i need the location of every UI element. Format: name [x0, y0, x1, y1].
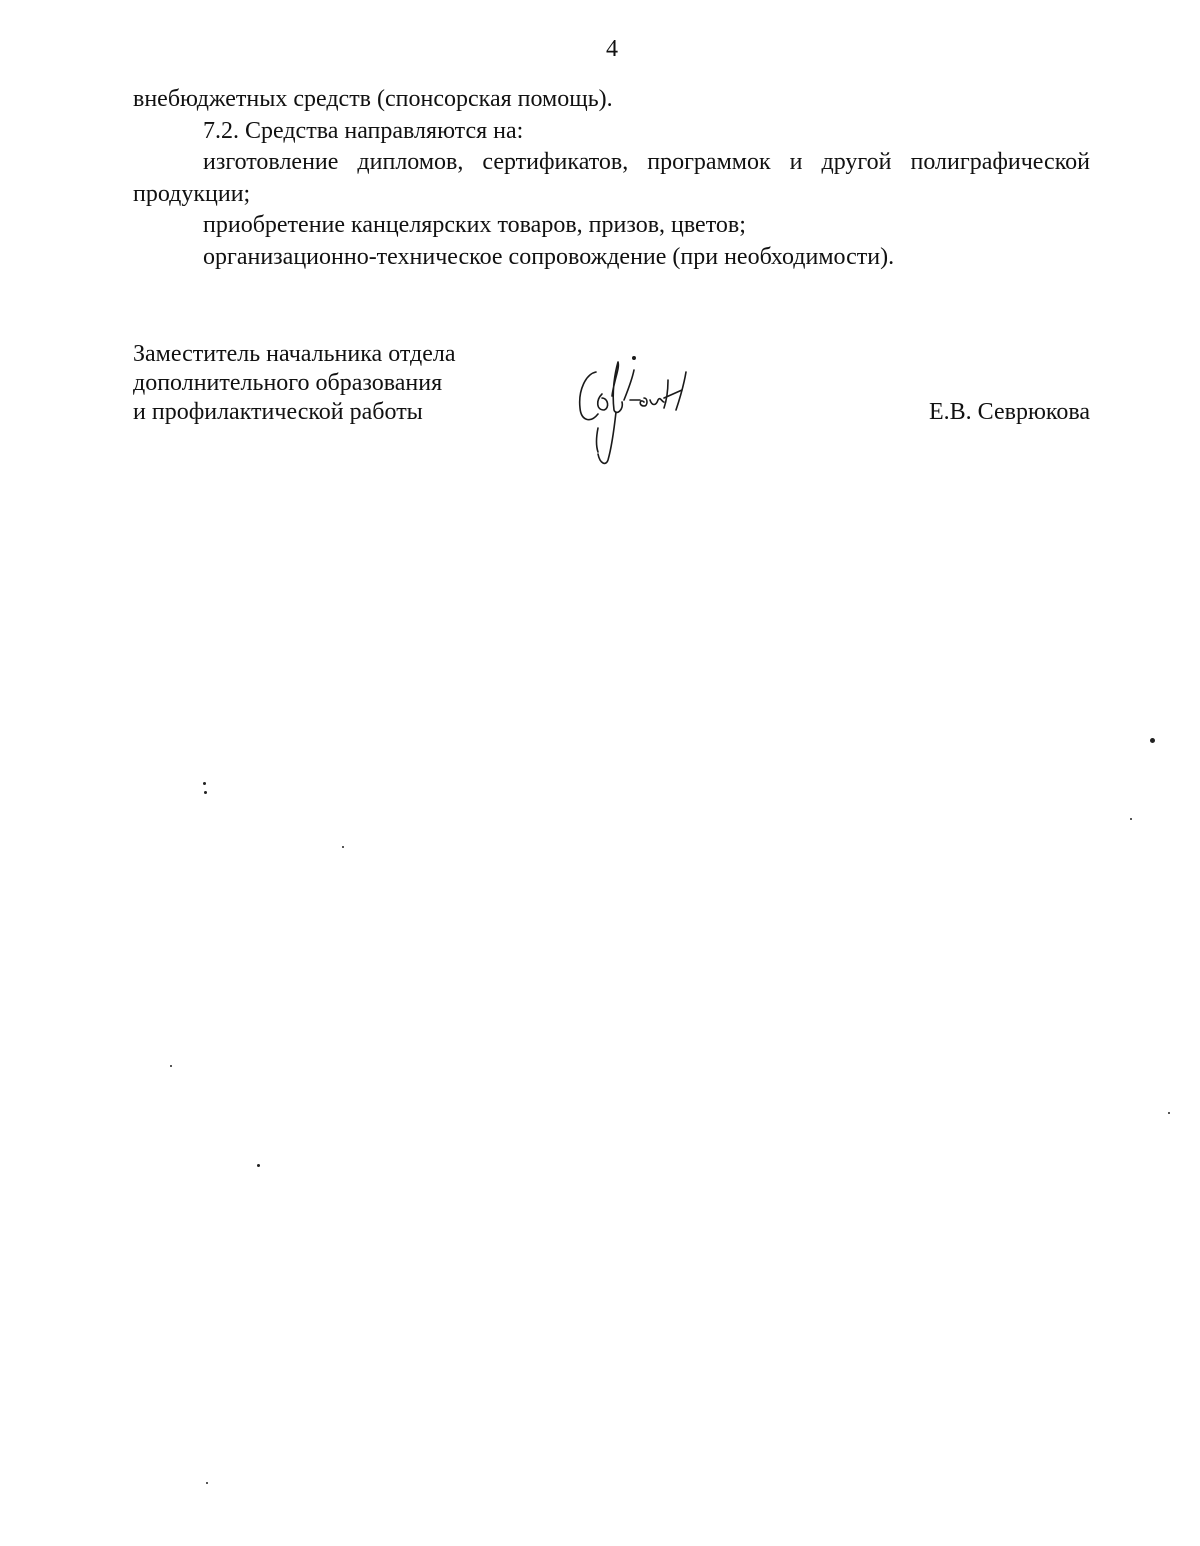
list-item-technical-support: организационно-техническое сопровождение (при необходимости). — [203, 243, 895, 270]
signer-position — [133, 340, 456, 427]
scan-speck — [1168, 1112, 1170, 1114]
signer-position-line: дополнительного образования — [133, 370, 443, 396]
page-number: 4 — [606, 36, 618, 62]
signer-position-line: Заместитель начальника отдела — [133, 341, 456, 367]
scan-speck — [1130, 818, 1132, 820]
scan-speck — [203, 782, 206, 785]
scan-speck — [1150, 738, 1155, 743]
scan-speck — [206, 1482, 208, 1484]
scan-speck — [342, 846, 344, 848]
body-text — [133, 84, 1090, 273]
signer-name: Е.В. Севрюкова — [929, 399, 1090, 425]
list-item-printing: изготовление дипломов, сертификатов, программок и другой полиграфической продукции; — [133, 149, 1090, 207]
paragraph-section-7-2: 7.2. Средства направляются на: — [203, 117, 524, 144]
handwritten-signature — [568, 350, 708, 470]
scan-speck — [204, 791, 207, 794]
scan-speck — [257, 1164, 260, 1167]
scan-speck — [170, 1065, 172, 1067]
signer-position-line: и профилактической работы — [133, 399, 423, 425]
list-item-supplies: приобретение канцелярских товаров, призов, цветов; — [203, 212, 746, 238]
paragraph-funding-source: внебюджетных средств (спонсорская помощь). — [133, 86, 613, 112]
